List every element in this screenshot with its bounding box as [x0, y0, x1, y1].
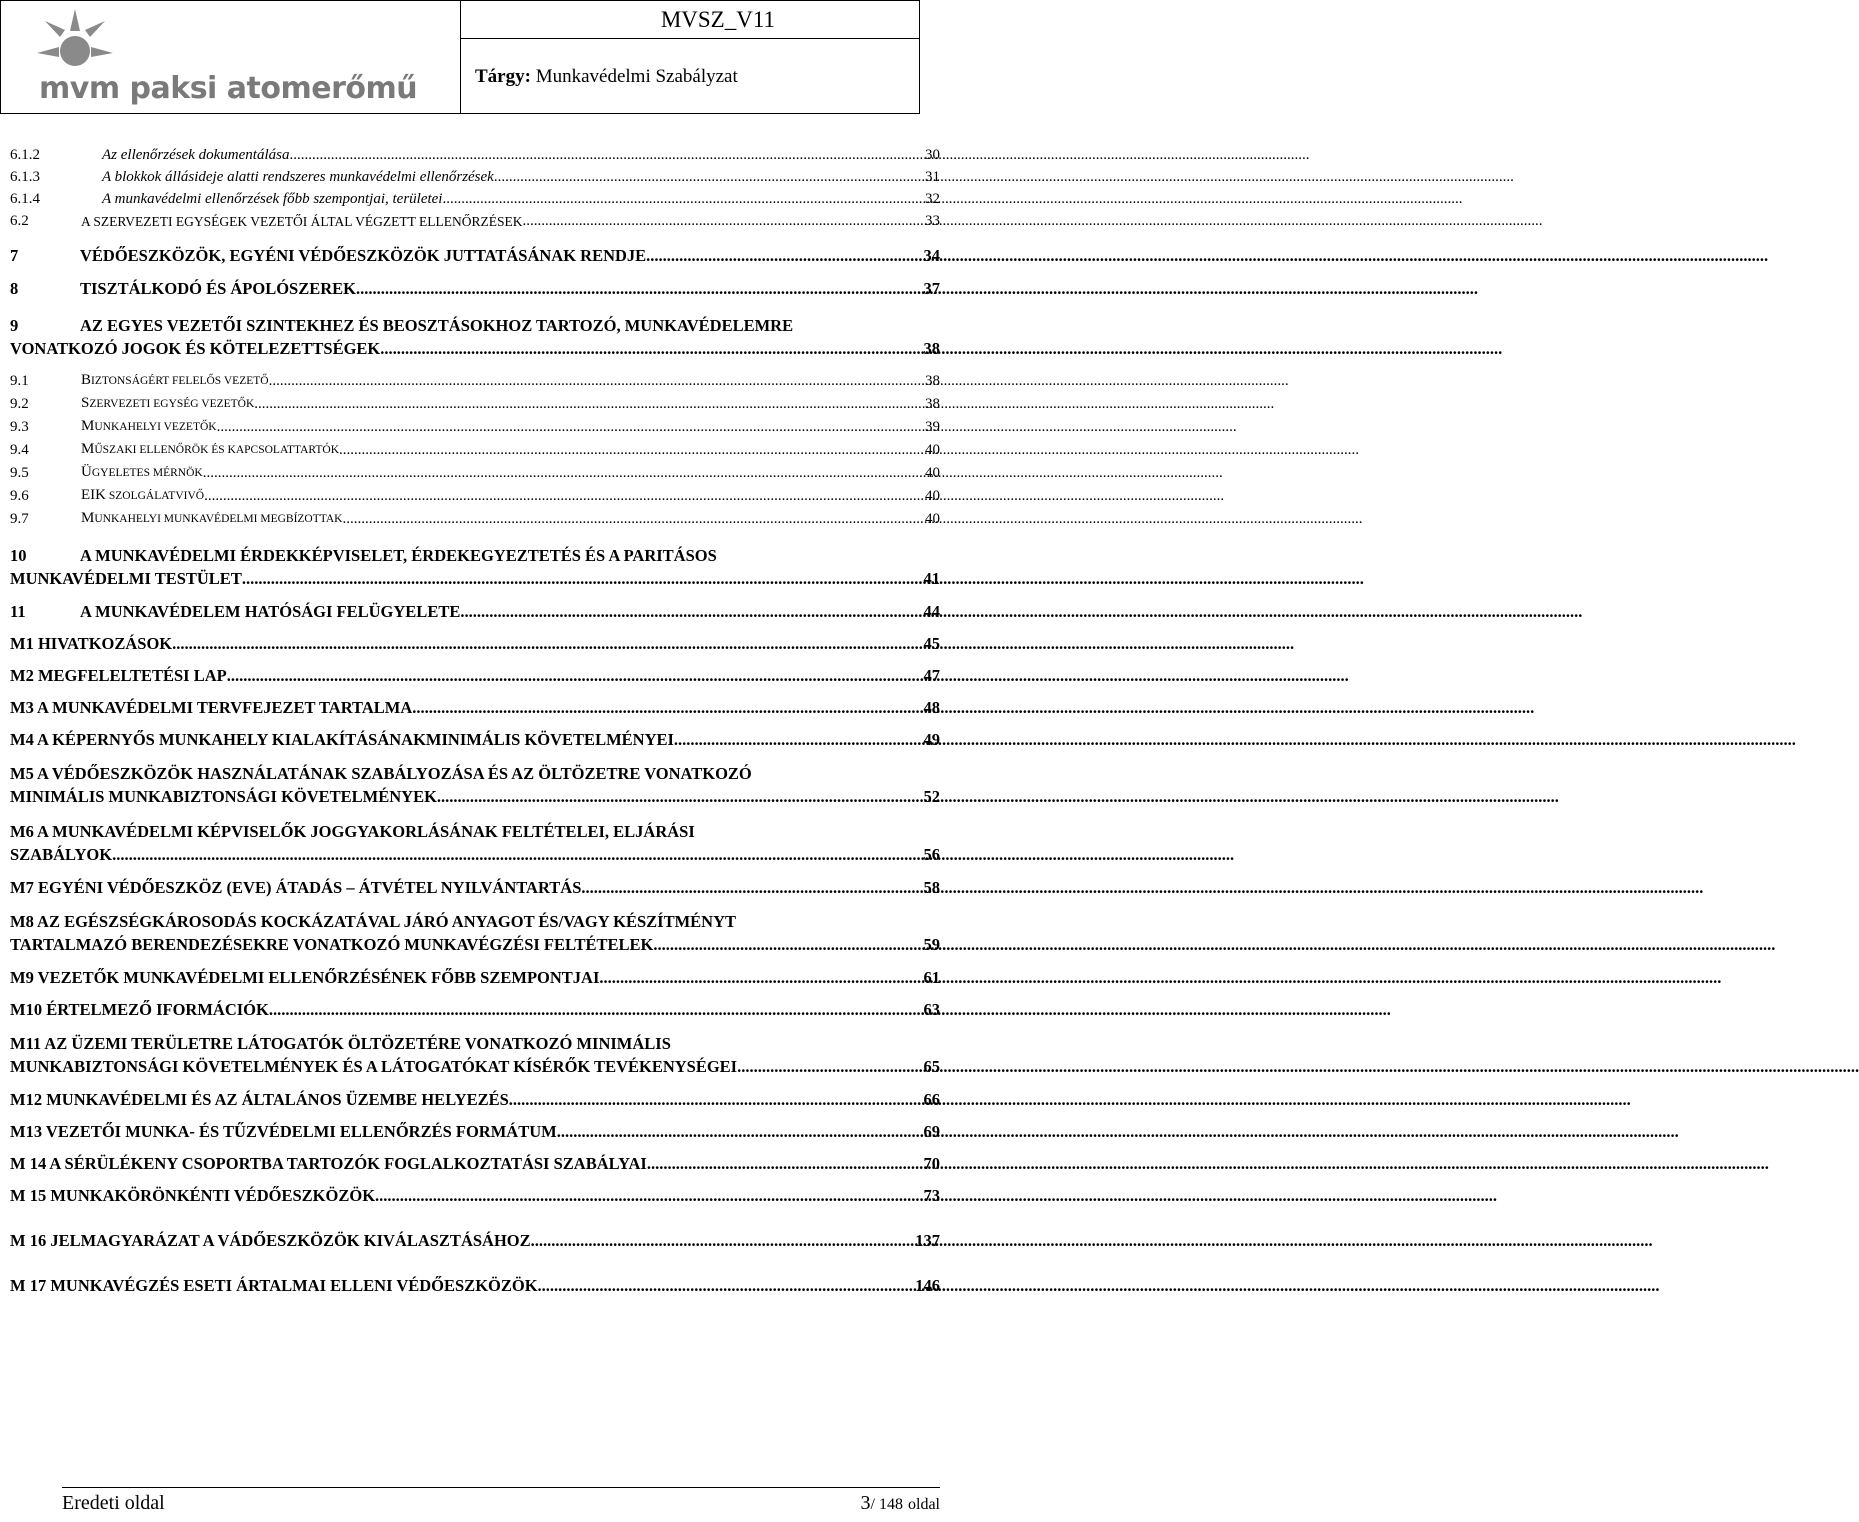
toc-entry-m14[interactable]: M 14 A SÉRÜLÉKENY CSOPORTBA TARTOZÓK FOGLALKOZTATÁSI SZABÁLYAI ..... 70: [10, 1154, 940, 1174]
toc-entry-7[interactable]: 7 VÉDŐESZKÖZÖK, EGYÉNI VÉDŐESZKÖZÖK JUTTATÁSÁNAK RENDJE ..... 34: [10, 246, 940, 266]
toc-entry-m13[interactable]: M13 VEZETŐI MUNKA- ÉS TŰZVÉDELMI ELLENŐRZÉS FORMÁTUM ..... 69: [10, 1122, 940, 1142]
toc-entry-6-1-2[interactable]: 6.1.2 Az ellenőrzések dokumentálása ..... 30: [10, 144, 940, 166]
toc-entry-m15[interactable]: M 15 MUNKAKÖRÖNKÉNTI VÉDŐESZKÖZÖK ..... 73: [10, 1186, 940, 1206]
toc-entry-9-3[interactable]: 9.3 MUNKAHELYI VEZETŐK ..... 39: [10, 416, 940, 439]
company-logo-text: mvm paksi atomerőmű: [39, 71, 418, 106]
logo-cell: [1, 1, 461, 113]
toc-entry-8[interactable]: 8 TISZTÁLKODÓ ÉS ÁPOLÓSZEREK ..... 37: [10, 279, 940, 299]
toc-entry-m2[interactable]: M2 MEGFELELTETÉSI LAP ..... 47: [10, 666, 940, 686]
toc-entry-m17[interactable]: M 17 MUNKAVÉGZÉS ESETI ÁRTALMAI ELLENI VÉDŐESZKÖZÖK ..... 146: [10, 1276, 940, 1296]
header-info: [461, 1, 919, 113]
toc-entry-9-4[interactable]: 9.4 MŰSZAKI ELLENŐRÖK ÉS KAPCSOLATTARTÓK ..... 40: [10, 439, 940, 462]
toc-entry-m10[interactable]: M10 ÉRTELMEZŐ IFORMÁCIÓK ..... 63: [10, 1000, 940, 1020]
toc-entry-9[interactable]: 9 AZ EGYES VEZETŐI SZINTEKHEZ ÉS BEOSZTÁSOKHOZ TARTOZÓ, MUNKAVÉDELEMRE VONATKOZÓ JOGOK ÉS KÖTELEZETTSÉGEK ..... 38: [10, 314, 940, 360]
document-subject: [461, 39, 919, 115]
toc-entry-9-1[interactable]: 9.1 BIZTONSÁGÉRT FELELŐS VEZETŐ ..... 38: [10, 370, 940, 393]
page-footer: [62, 1487, 940, 1515]
toc-entry-6-1-3[interactable]: 6.1.3 A blokkok állásideje alatti rendszeres munkavédelmi ellenőrzések ..... 31: [10, 166, 940, 188]
toc-entry-m1[interactable]: M1 HIVATKOZÁSOK ..... 45: [10, 634, 940, 654]
toc-entry-m4[interactable]: M4 A KÉPERNYŐS MUNKAHELY KIALAKÍTÁSÁNAKMINIMÁLIS KÖVETELMÉNYEI ..... 49: [10, 730, 940, 750]
toc-entry-11[interactable]: 11 A MUNKAVÉDELEM HATÓSÁGI FELÜGYELETE ..... 44: [10, 602, 940, 622]
subject-label: Tárgy:: [475, 66, 531, 87]
toc-entry-9-5[interactable]: 9.5 ÜGYELETES MÉRNÖK ..... 40: [10, 462, 940, 485]
toc-entry-6-1-4[interactable]: 6.1.4 A munkavédelmi ellenőrzések főbb szempontjai, területei ..... 32: [10, 188, 940, 210]
toc-entry-m7[interactable]: M7 EGYÉNI VÉDŐESZKÖZ (EVE) ÁTADÁS – ÁTVÉTEL NYILVÁNTARTÁS ..... 58: [10, 878, 940, 898]
toc-subsection-list-9: [10, 370, 940, 531]
toc-entry-10[interactable]: 10 A MUNKAVÉDELMI ÉRDEKKÉPVISELET, ÉRDEKEGYEZTETÉS ÉS A PARITÁSOS MUNKAVÉDELMI TESTÜLET ..... 41: [10, 544, 940, 590]
page-number: 3/ 148 oldal: [860, 1492, 940, 1514]
toc-entry-9-6[interactable]: 9.6 EIK SZOLGÁLATVIVŐ ..... 40: [10, 485, 940, 508]
toc-entry-m3[interactable]: M3 A MUNKAVÉDELMI TERVFEJEZET TARTALMA ..... 48: [10, 698, 940, 718]
toc-entry-m9[interactable]: M9 VEZETŐK MUNKAVÉDELMI ELLENŐRZÉSÉNEK FŐBB SZEMPONTJAI ..... 61: [10, 968, 940, 988]
toc-entry-6-2[interactable]: 6.2 A SZERVEZETI EGYSÉGEK VEZETŐI ÁLTAL VÉGZETT ELLENŐRZÉSEK ..... 33: [10, 210, 940, 233]
table-of-contents: [10, 144, 940, 1296]
subject-value: Munkavédelmi Szabályzat: [535, 66, 738, 87]
document-id: MVSZ_V11: [461, 1, 919, 39]
toc-entry-m11[interactable]: M11 AZ ÜZEMI TERÜLETRE LÁTOGATÓK ÖLTÖZETÉRE VONATKOZÓ MINIMÁLIS MUNKABIZTONSÁGI KÖVETELMÉNYEK ÉS A LÁTOGATÓKAT KÍSÉRŐK TEVÉKENYSÉGEI ..... 65: [10, 1032, 940, 1078]
toc-entry-m16[interactable]: M 16 JELMAGYARÁZAT A VÁDŐESZKÖZÖK KIVÁLASZTÁSÁHOZ ..... 137: [10, 1231, 940, 1251]
footer-original-page-label: Eredeti oldal: [62, 1492, 165, 1514]
toc-entry-m5[interactable]: M5 A VÉDŐESZKÖZÖK HASZNÁLATÁNAK SZABÁLYOZÁSA ÉS AZ ÖLTÖZETRE VONATKOZÓ MINIMÁLIS MUNKABIZTONSÁGI KÖVETELMÉNYEK ..... 52: [10, 762, 940, 808]
toc-entry-m6[interactable]: M6 A MUNKAVÉDELMI KÉPVISELŐK JOGGYAKORLÁSÁNAK FELTÉTELEI, ELJÁRÁSI SZABÁLYOK ..... 56: [10, 820, 940, 866]
toc-entry-9-7[interactable]: 9.7 MUNKAHELYI MUNKAVÉDELMI MEGBÍZOTTAK ..... 40: [10, 508, 940, 531]
toc-entry-9-2[interactable]: 9.2 SZERVEZETI EGYSÉG VEZETŐK ..... 38: [10, 393, 940, 416]
toc-entry-m8[interactable]: M8 AZ EGÉSZSÉGKÁROSODÁS KOCKÁZATÁVAL JÁRÓ ANYAGOT ÉS/VAGY KÉSZÍTMÉNYT TARTALMAZÓ BERENDEZÉSEKRE VONATKOZÓ MUNKAVÉGZÉSI FELTÉTELEK ..... 59: [10, 910, 940, 956]
toc-entry-m12[interactable]: M12 MUNKAVÉDELMI ÉS AZ ÁLTALÁNOS ÜZEMBE HELYEZÉS ..... 66: [10, 1090, 940, 1110]
page-header: [0, 0, 920, 114]
